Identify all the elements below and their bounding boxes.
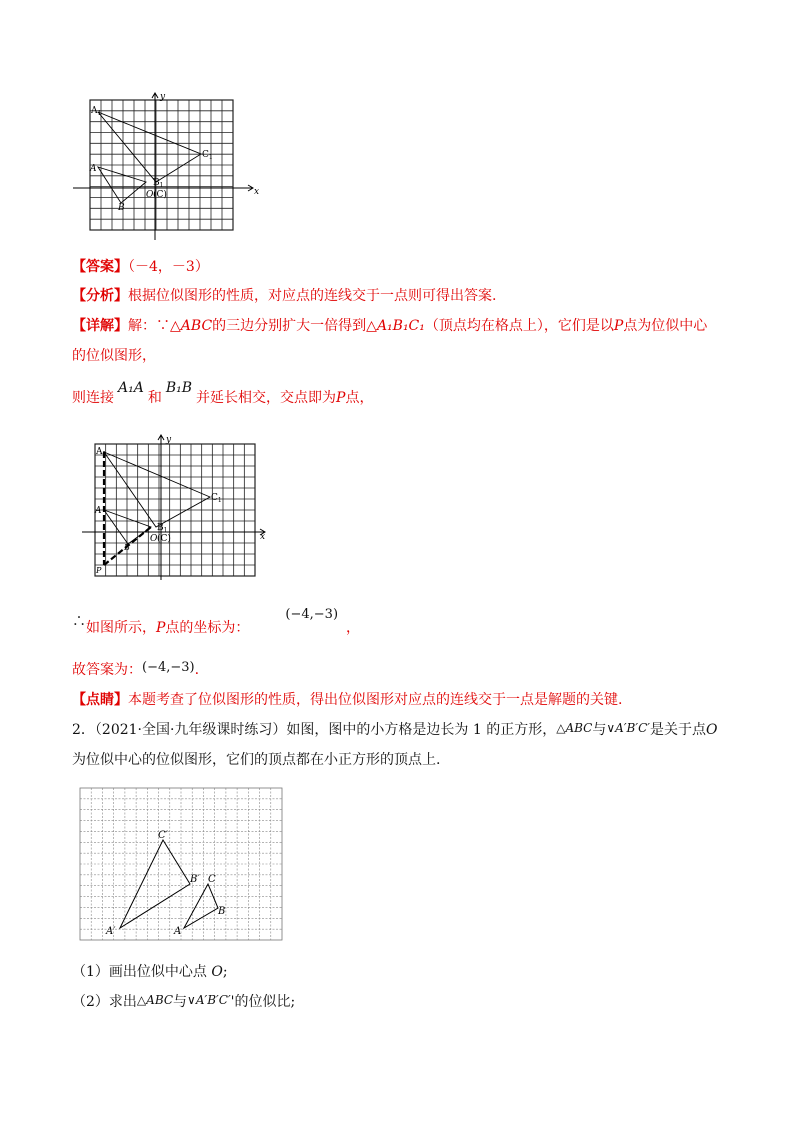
question-2: （2）求出△ABC与∨A′B′C′'的位似比; [72, 993, 296, 1010]
axis-x-label: x [260, 532, 266, 542]
label-B: B [218, 906, 226, 917]
label-B: B [118, 203, 125, 213]
label-A1: $A_1$ [91, 106, 102, 117]
detail-tag: 【详解】 [72, 318, 128, 334]
label-OC: (C) [153, 190, 167, 200]
problem-2-line-1: 2．（2021·全国·九年级课时练习）如图，图中的小方格是边长为 1 的正方形，△ABC与∨A′B′C′是关于点O [72, 721, 718, 738]
label-P: P [96, 566, 102, 575]
label-OC: (C) [157, 534, 171, 544]
label-A: A [174, 926, 182, 937]
analysis-text: 根据位似图形的性质，对应点的连线交于一点则可得出答案. [128, 288, 497, 304]
label-O: O [146, 190, 154, 200]
axis-y-label: y [166, 435, 172, 445]
figure-2-coordinate-grid-with-P [80, 432, 280, 582]
detail-line-3: 则连接A₁A和B₁B并延长相交，交点即为P点， [72, 380, 374, 406]
label-B-prime: B′ [190, 874, 200, 885]
analysis-line [72, 286, 496, 306]
figure-1-coordinate-grid [68, 90, 268, 245]
label-B1: $B_1$ [153, 178, 164, 189]
figure-3-similar-triangles [78, 786, 284, 942]
axis-x-label: x [254, 187, 260, 197]
label-A1: $A_1$ [96, 447, 107, 458]
comment-tag: 【点睛】 [72, 692, 128, 708]
label-C1: $C_1$ [211, 493, 222, 504]
label-B1: $B_1$ [157, 523, 168, 534]
label-B: B [124, 543, 130, 552]
label-A-prime: A′ [106, 926, 116, 937]
answer-tag: 【答案】 [72, 259, 128, 275]
label-C-prime: C′ [158, 830, 168, 841]
detail-line-1: 【详解】解：∵△ABC的三边分别扩大一倍得到△A₁B₁C₁（顶点均在格点上），它们是以P点为位似中心 [72, 318, 708, 334]
analysis-tag: 【分析】 [72, 288, 128, 304]
detail-line-2: 的位似图形， [72, 348, 156, 364]
label-O: O [150, 534, 158, 544]
label-C1: $C_1$ [202, 150, 213, 161]
comment-line: 【点睛】本题考查了位似图形的性质，得出位似图形对应点的连线交于一点是解题的关键. [72, 692, 623, 708]
problem-2-line-2: 为位似中心的位似图形，它们的顶点都在小正方形的顶点上. [72, 752, 441, 768]
label-A: A [95, 506, 102, 516]
answer-text: （－4，－3） [128, 259, 209, 275]
question-1: （1）画出位似中心点 O; [72, 964, 228, 980]
final-answer-line: 故答案为：(−4,−3). [72, 660, 200, 678]
label-A: A [90, 164, 97, 174]
answer-line [72, 257, 209, 277]
axis-y-label: y [160, 92, 166, 102]
conclusion-line: ∴如图所示，P点的坐标为：(−4,−3)， [72, 607, 361, 636]
label-C: C [208, 874, 216, 885]
